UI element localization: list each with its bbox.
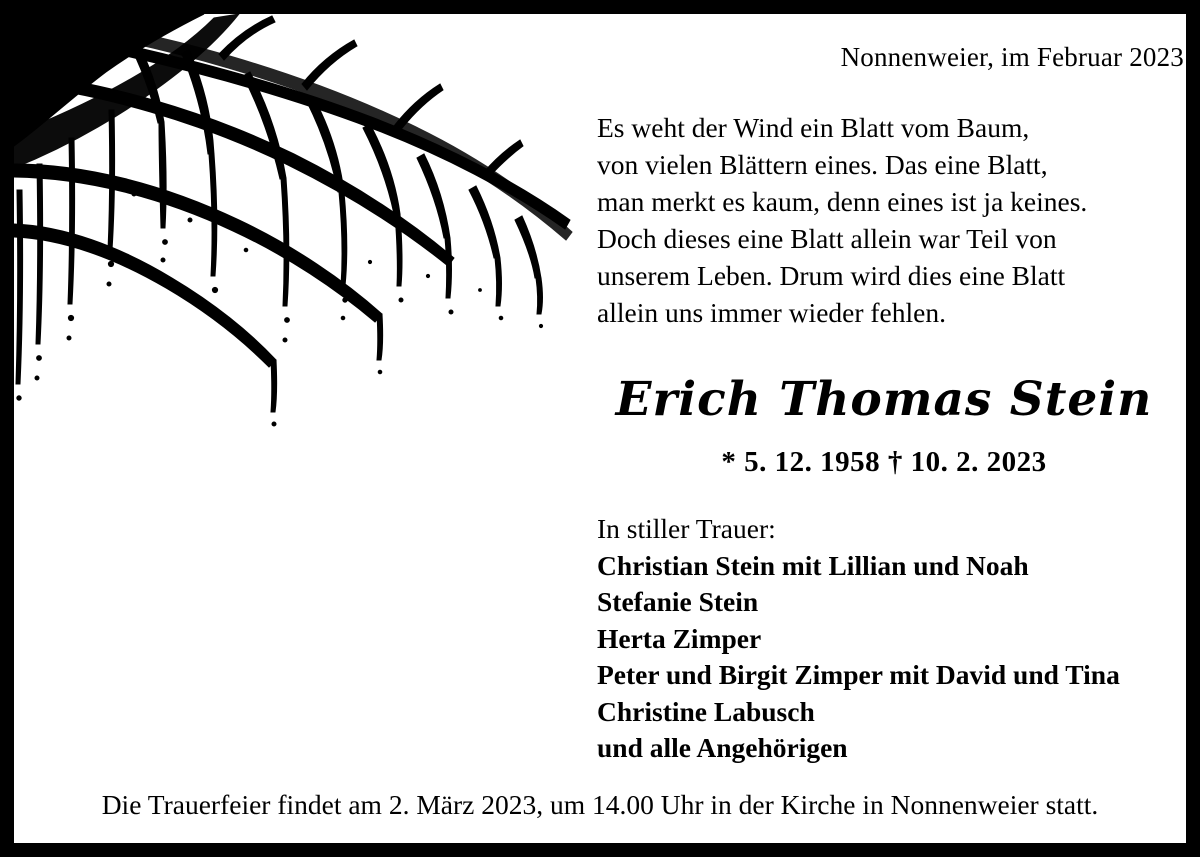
obituary-card-inner: [14, 14, 1186, 843]
poem-line: allein uns immer wieder fehlen.: [597, 297, 946, 328]
deceased-name: Erich Thomas Stein: [615, 372, 1153, 427]
poem-line: Es weht der Wind ein Blatt vom Baum,: [597, 112, 1030, 143]
mourners-intro: In stiller Trauer:: [597, 513, 776, 544]
mourner-name: Herta Zimper: [597, 622, 762, 654]
mourners-block: [597, 511, 1186, 767]
poem-line: Doch dieses eine Blatt allein war Teil von: [597, 223, 1057, 254]
bare-tree-branches-illustration: [14, 14, 594, 434]
mourner-name: Christine Labusch: [597, 695, 815, 727]
mourner-name: Peter und Birgit Zimper mit David und Tina: [597, 659, 1120, 690]
poem-line: man merkt es kaum, denn eines ist ja keines.: [597, 186, 1088, 217]
poem-line: von vielen Blättern eines. Das eine Blatt,: [597, 149, 1048, 180]
poem-block: [597, 109, 1186, 331]
poem-line: unserem Leben. Drum wird dies eine Blatt: [597, 260, 1066, 291]
mourner-name: Stefanie Stein: [597, 586, 759, 617]
mourner-name: Christian Stein mit Lillian und Noah: [597, 549, 1029, 581]
birth-death-dates: * 5. 12. 1958 † 10. 2. 2023: [721, 446, 1047, 478]
place-and-date: Nonnenweier, im Februar 2023: [840, 42, 1184, 72]
mourner-name: und alle Angehörigen: [597, 732, 848, 763]
funeral-service-notice: Die Trauerfeier findet am 2. März 2023, um 14.00 Uhr in der Kirche in Nonnenweier statt.: [101, 789, 1099, 820]
